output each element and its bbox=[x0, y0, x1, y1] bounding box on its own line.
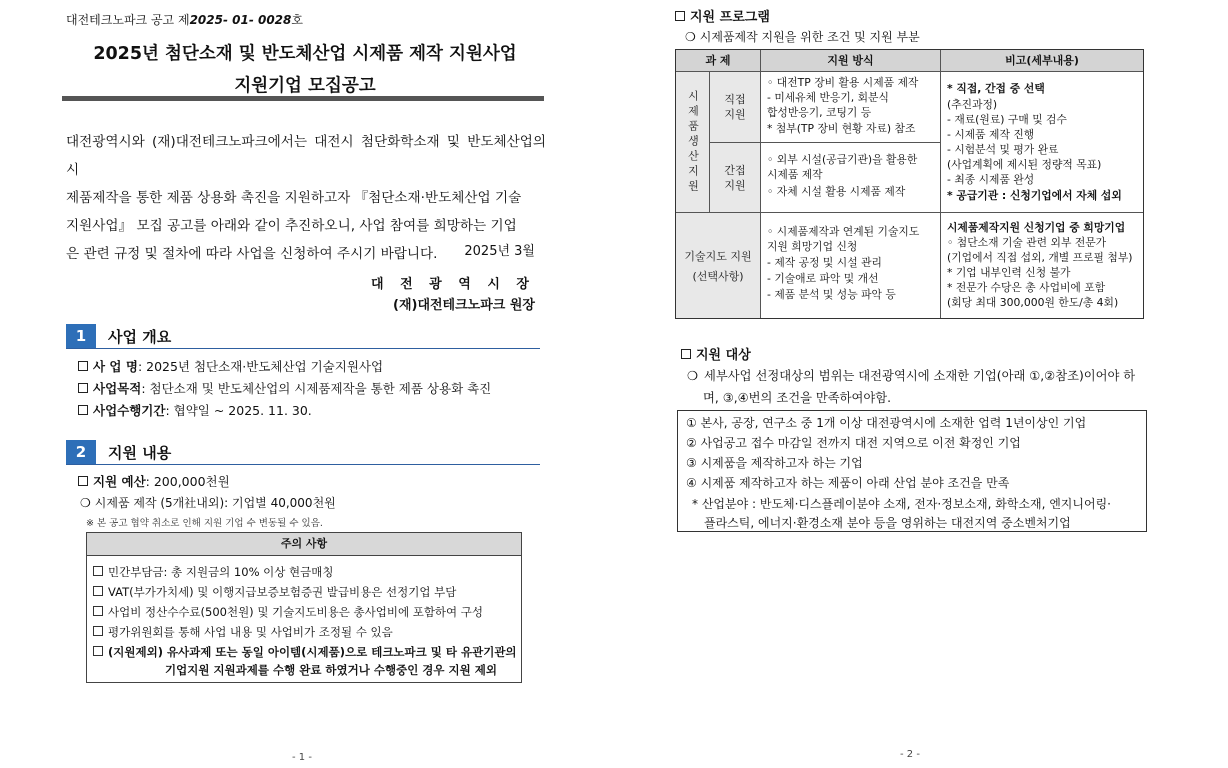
tech-guidance-label-cell bbox=[676, 213, 761, 318]
announcement-date: 2025년 3월 bbox=[464, 244, 535, 259]
budget-sub-item: ❍ 시제품 제작 (5개社내외): 기업별 40,000천원 bbox=[80, 496, 336, 510]
page-number: - 2 - bbox=[900, 749, 920, 760]
table-header: 지원 방식 bbox=[761, 50, 941, 72]
square-bullet-icon bbox=[78, 383, 88, 393]
group-label-cell bbox=[676, 72, 710, 213]
circle-bullet-icon: ❍ bbox=[687, 369, 699, 383]
requirement-item: ③ 시제품을 제작하고자 하는 기업 bbox=[686, 456, 863, 470]
intro-paragraph: 대전광역시와 (재)대전테크노파크에서는 대전시 첨단화학소재 및 반도체산업의 시 제품제작을 통한 제품 상용화 촉진을 지원하고자 『첨단소재·반도체산업 기술 지원사업』 모집 공고를 아래와 같이 추진하오니, 사업 참여를 희망하는 기업 은 관련 규정 및 절차에 따라 사업을 신청하여 주시기 바랍니다. bbox=[66, 134, 546, 262]
section-header-overview bbox=[66, 324, 540, 349]
requirements-box bbox=[677, 410, 1147, 532]
target-description: ❍ 세부사업 선정대상의 범위는 대전광역시에 소재한 기업(아래 ①,②참조)이어야 하 bbox=[687, 369, 1136, 383]
caution-item-exclusion: (지원제외) 유사과제 또는 동일 아이템(시제품)으로 테크노파크 및 타 유관기관의 bbox=[93, 644, 517, 660]
square-bullet-icon bbox=[78, 476, 88, 486]
tech-guidance-method: ◦ 시제품제작과 연계된 기술지도 지원 희망기업 신청 - 제작 공정 및 시설 관리 - 기술애로 파악 및 개선 - 제품 분석 및 성능 파악 등 bbox=[761, 213, 941, 318]
target-heading: 지원 대상 bbox=[681, 344, 751, 363]
direct-support-label: 직접 지원 bbox=[710, 72, 761, 143]
tech-guidance-optional: (선택사항) bbox=[692, 269, 744, 283]
square-bullet-icon bbox=[675, 11, 685, 21]
target-description-cont: 며, ③,④번의 조건을 만족하여야함. bbox=[703, 391, 892, 405]
checkbox-icon bbox=[93, 566, 103, 576]
notice-number: 대전테크노파크 공고 제2025- 01- 0028호 bbox=[66, 13, 303, 27]
indirect-support-label: 간접 지원 bbox=[710, 143, 761, 213]
caution-item: 사업비 정산수수료(500천원) 및 기술지도비용은 총사업비에 포함하여 구성 bbox=[93, 604, 483, 620]
requirement-item: ② 사업공고 접수 마감일 전까지 대전 지역으로 이전 확정인 기업 bbox=[686, 436, 1021, 450]
caution-title: 주의 사항 bbox=[87, 533, 521, 556]
program-heading: 지원 프로그램 bbox=[675, 6, 770, 25]
checkbox-icon bbox=[93, 606, 103, 616]
industry-scope: * 산업분야 : 반도체·디스플레이분야 소재, 전자·정보소재, 화학소재, 엔지니어링· bbox=[692, 497, 1111, 511]
section-title: 사업 개요 bbox=[108, 328, 172, 346]
title-divider bbox=[62, 96, 544, 101]
overview-item: 사업수행기간: 협약일 ~ 2025. 11. 30. bbox=[78, 401, 312, 419]
circle-bullet-icon: ❍ bbox=[685, 30, 696, 44]
document-title-line1: 2025년 첨단소재 및 반도체산업 시제품 제작 지원사업 bbox=[93, 44, 517, 64]
section-header-support bbox=[66, 440, 540, 465]
table-header: 과 제 bbox=[676, 50, 761, 72]
document-page-1 bbox=[0, 0, 610, 768]
caution-item: 평가위원회를 통해 사업 내용 및 사업비가 조정될 수 있음 bbox=[93, 624, 393, 640]
industry-scope-cont: 플라스틱, 에너지·환경소재 분야 등을 영위하는 대전지역 중소벤처기업 bbox=[704, 516, 1071, 530]
checkbox-icon bbox=[93, 586, 103, 596]
group-label: 시제품생산지원 bbox=[686, 89, 700, 195]
budget-note: ※ 본 공고 협약 취소로 인해 지원 기업 수 변동될 수 있음. bbox=[86, 518, 323, 529]
table-header: 비고(세부내용) bbox=[941, 50, 1143, 72]
signer-mayor: 대 전 광 역 시 장 bbox=[371, 277, 535, 292]
direct-support-method: ◦ 대전TP 장비 활용 시제품 제작 - 미세유체 반응기, 회분식 합성반응기, 코팅기 등 * 첨부(TP 장비 현황 자료) 참조 bbox=[761, 72, 941, 143]
circle-bullet-icon: ❍ bbox=[80, 496, 91, 510]
caution-item: VAT(부가가치세) 및 이행지급보증보험증권 발급비용은 선정기업 부담 bbox=[93, 584, 456, 600]
checkbox-icon bbox=[93, 646, 103, 656]
document-title-line2: 지원기업 모집공고 bbox=[234, 76, 376, 96]
requirement-item: ① 본사, 공장, 연구소 중 1개 이상 대전광역시에 소재한 업력 1년이상인 기업 bbox=[686, 416, 1087, 430]
program-subheading: ❍ 시제품제작 지원을 위한 조건 및 지원 부분 bbox=[685, 30, 920, 44]
section-number: 1 bbox=[66, 324, 96, 348]
section-title: 지원 내용 bbox=[108, 444, 172, 462]
program-table bbox=[675, 49, 1144, 319]
caution-item-exclusion-cont: 기업지원 지원과제를 수행 완료 하였거나 수행중인 경우 지원 제외 bbox=[165, 663, 497, 677]
overview-item: 사 업 명: 2025년 첨단소재·반도체산업 기술지원사업 bbox=[78, 357, 383, 375]
page-number: - 1 - bbox=[292, 752, 312, 763]
caution-box bbox=[86, 532, 522, 683]
overview-item: 사업목적: 첨단소재 및 반도체산업의 시제품제작을 통한 제품 상용화 촉진 bbox=[78, 379, 491, 397]
document-page-2 bbox=[615, 0, 1228, 768]
tech-guidance-remarks: 시제품제작지원 신청기업 중 희망기업 ◦ 첨단소재 기술 관련 외부 전문가 (기업에서 직접 섭외, 개별 프로필 첨부) * 기업 내부인력 신청 불가 * 전문가 수당은 총 사업비에 포함 (회당 최대 300,000원 한도/총 4회) bbox=[947, 221, 1133, 309]
budget-item: 지원 예산: 200,000천원 bbox=[78, 472, 230, 490]
square-bullet-icon bbox=[681, 349, 691, 359]
tech-guidance-label: 기술지도 지원 bbox=[684, 249, 752, 263]
support-remarks: * 직접, 간접 중 선택 (추진과정) - 재료(원료) 구매 및 검수 - 시제품 제작 진행 - 시험분석 및 평가 완료 (사업계획에 제시된 정량적 목표) - 최종 시제품 완성 * 공급기관 : 신청기업에서 자체 섭외 bbox=[941, 72, 1143, 213]
square-bullet-icon bbox=[78, 361, 88, 371]
signer-technopark: (재)대전테크노파크 원장 bbox=[393, 298, 535, 313]
square-bullet-icon bbox=[78, 405, 88, 415]
caution-item: 민간부담금: 총 지원금의 10% 이상 현금매칭 bbox=[93, 564, 333, 580]
indirect-support-method: ◦ 외부 시설(공급기관)을 활용한 시제품 제작 ◦ 자체 시설 활용 시제품 제작 bbox=[761, 143, 941, 213]
requirement-item: ④ 시제품 제작하고자 하는 제품이 아래 산업 분야 조건을 만족 bbox=[686, 476, 1010, 490]
section-number: 2 bbox=[66, 440, 96, 464]
checkbox-icon bbox=[93, 626, 103, 636]
